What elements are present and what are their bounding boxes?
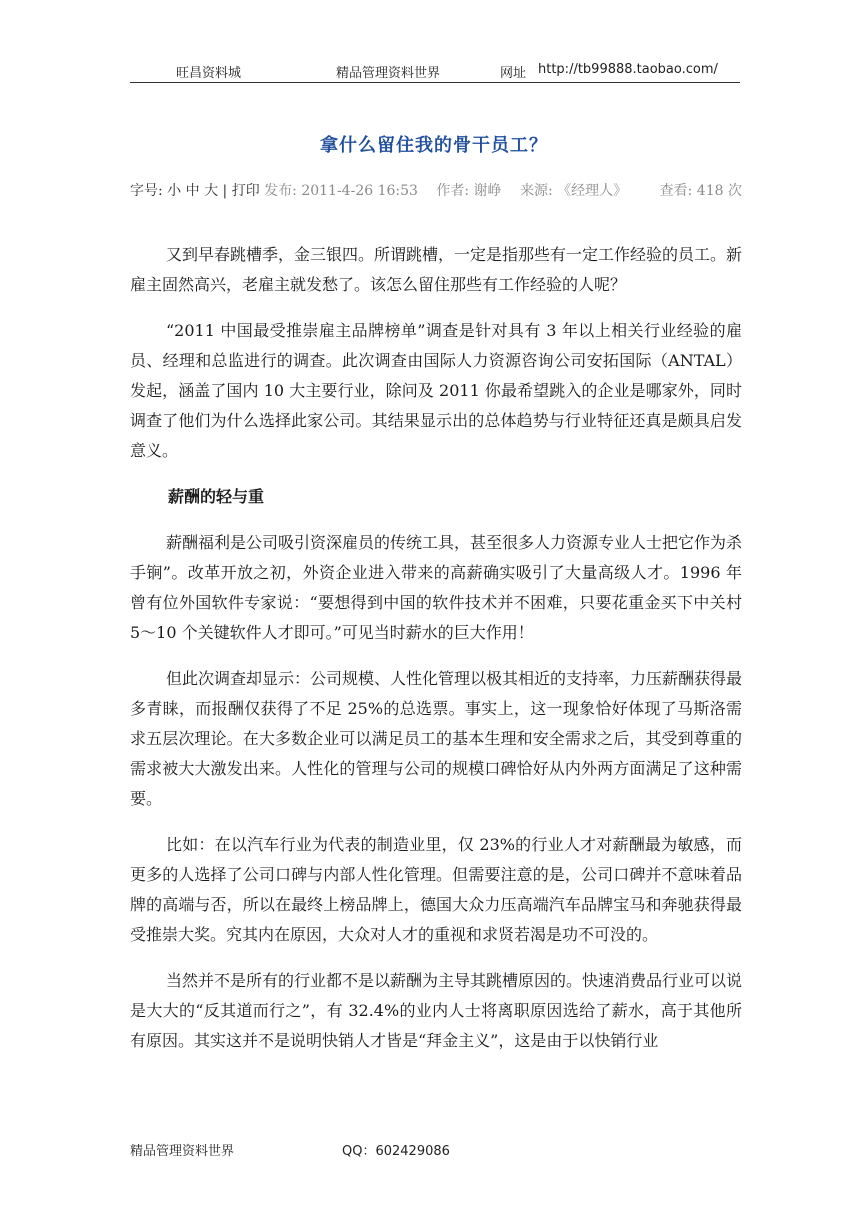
footer-left-text: 精品管理资料世界 (130, 1144, 235, 1159)
header-site-name: 旺昌资料城 (176, 66, 242, 81)
header-url-label: 网址 (500, 66, 527, 81)
paragraph: 又到早春跳槽季，金三银四。所谓跳槽，一定是指那些有一定工作经验的员工。新雇主固然高兴，老雇主就发愁了。该怎么留住那些有工作经验的人呢？ (130, 245, 743, 294)
header-url: http://tb99888.taobao.com/ (538, 62, 718, 77)
paragraph: 当然并不是所有的行业都不是以薪酬为主导其跳槽原因的。快速消费品行业可以说是大大的“反其道而行之”，有 32.4%的业内人士将离职原因选给了薪水，高于其他所有原因。其实这并不是说明快销人才皆是“拜金主义”，这是由于以快销行业 (130, 971, 743, 1050)
paragraph: “2011 中国最受推崇雇主品牌榜单”调查是针对具有 3 年以上相关行业经验的雇员、经理和总监进行的调查。此次调查由国际人力资源咨询公司安拓国际（ANTAL）发起，涵盖了国内 10 大主要行业，除问及 2011 你最希望跳入的企业是哪家外，同时调查了他们为什么选择此家公司。其结果显示出的总体趋势与行业特征还真是颇具启发意义。 (130, 321, 742, 460)
view-count: 查看: 418 次 (659, 183, 742, 199)
font-size-label: 字号: (130, 183, 163, 199)
page-header (130, 62, 740, 82)
meta-divider: | (222, 183, 228, 199)
article-body (130, 240, 742, 1072)
print-link[interactable]: 打印 (231, 183, 260, 199)
font-size-large-link[interactable]: 大 (204, 183, 219, 199)
paragraph: 薪酬福利是公司吸引资深雇员的传统工具，甚至很多人力资源专业人士把它作为杀手锏”。改革开放之初，外资企业进入带来的高薪确实吸引了大量高级人才。1996 年曾有位外国软件专家说：“要想得到中国的软件技术并不困难，只要花重金买下中关村 5～10 个关键软件人才即可。”可见当时薪水的巨大作用！ (130, 533, 743, 642)
paragraph: 但此次调查却显示：公司规模、人性化管理以极其相近的支持率，力压薪酬获得最多青睐，而报酬仅获得了不足 25%的总选票。事实上，这一现象恰好体现了马斯洛需求五层次理论。在大多数企业可以满足员工的基本生理和安全需求之后，其受到尊重的需求被大大激发出来。人性化的管理与公司的规模口碑恰好从内外两方面满足了这种需要。 (130, 669, 743, 808)
article-title: 拿什么留住我的骨干员工？ (320, 135, 548, 156)
footer-qq: QQ：602429086 (342, 1144, 450, 1159)
section-heading: 薪酬的轻与重 (168, 487, 265, 506)
publish-date: 发布: 2011-4-26 16:53 (264, 183, 418, 199)
header-section-name: 精品管理资料世界 (336, 66, 441, 81)
article-meta (130, 180, 742, 202)
source: 来源: 《经理人》 (520, 183, 628, 199)
paragraph: 比如：在以汽车行业为代表的制造业里，仅 23%的行业人才对薪酬最为敏感，而更多的人选择了公司口碑与内部人性化管理。但需要注意的是，公司口碑并不意味着品牌的高端与否，所以在最终上榜品牌上，德国大众力压高端汽车品牌宝马和奔驰获得最受推崇大奖。究其内在原因，大众对人才的重视和求贤若渴是功不可没的。 (130, 835, 742, 944)
header-divider (130, 82, 740, 83)
font-size-small-link[interactable]: 小 (167, 183, 182, 199)
font-size-medium-link[interactable]: 中 (185, 183, 200, 199)
author: 作者: 谢峥 (436, 183, 502, 199)
